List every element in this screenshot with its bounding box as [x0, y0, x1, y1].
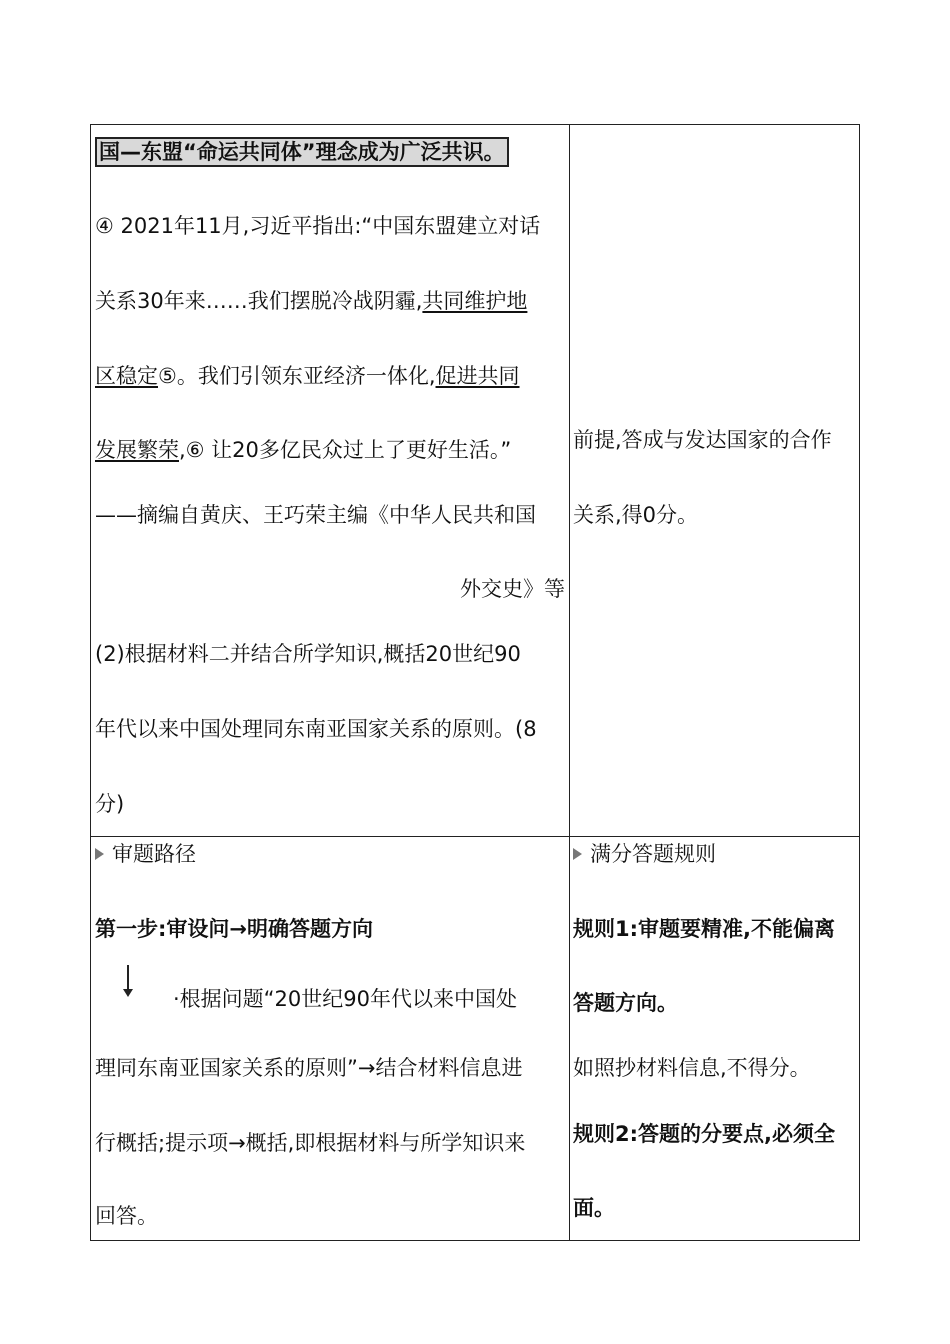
column-divider: [569, 125, 570, 1240]
quote-line-5: 发展繁荣,⑥ 让20多亿民众过上了更好生活。”: [95, 438, 512, 462]
analysis-line-3: 行概括;提示项→概括,即根据材料与所学知识来: [95, 1131, 526, 1155]
source-line: ——摘编自黄庆、王巧荣主编《中华人民共和国: [95, 503, 536, 527]
analysis-heading: 审题路径: [95, 840, 565, 868]
source-line-end: 外交史》等: [460, 577, 565, 601]
rules-heading: 满分答题规则: [573, 840, 857, 868]
rule-1-line-2: 答题方向。: [573, 991, 678, 1015]
rule-2-line-1: 规则2:答题的分要点,必须全: [573, 1122, 835, 1146]
quote-line-2: ④ 2021年11月,习近平指出:“中国东盟建立对话: [95, 214, 541, 238]
quote-line-3: 关系30年来……我们摆脱冷战阴霾,共同维护地: [95, 289, 528, 313]
triangle-bullet-icon: [95, 848, 104, 860]
rule-note: 如照抄材料信息,不得分。: [573, 1056, 811, 1080]
quote-line-4: 区稳定⑤。我们引领东亚经济一体化,促进共同: [95, 364, 520, 388]
analysis-line-1: ·根据问题“20世纪90年代以来中国处: [173, 987, 517, 1011]
analysis-line-4: 回答。: [95, 1204, 158, 1228]
step-one-heading: 第一步:审设问→明确答题方向: [95, 917, 373, 941]
rule-2-line-2: 面。: [573, 1196, 615, 1220]
question-line-1: (2)根据材料二并结合所学知识,概括20世纪90: [95, 642, 521, 666]
note-line-1: 前提,答成与发达国家的合作: [573, 428, 832, 452]
analysis-line-2: 理同东南亚国家关系的原则”→结合材料信息进: [95, 1056, 523, 1080]
row-divider: [91, 836, 859, 837]
note-line-2: 关系,得0分。: [573, 503, 699, 527]
document-table: [90, 124, 860, 1241]
triangle-bullet-icon: [573, 848, 582, 860]
rule-1-line-1: 规则1:审题要精准,不能偏离: [573, 917, 835, 941]
question-line-3: 分): [95, 792, 125, 816]
question-line-2: 年代以来中国处理同东南亚国家关系的原则。(8: [95, 717, 537, 741]
highlighted-heading-line: 国—东盟“命运共同体”理念成为广泛共识。: [95, 137, 565, 167]
